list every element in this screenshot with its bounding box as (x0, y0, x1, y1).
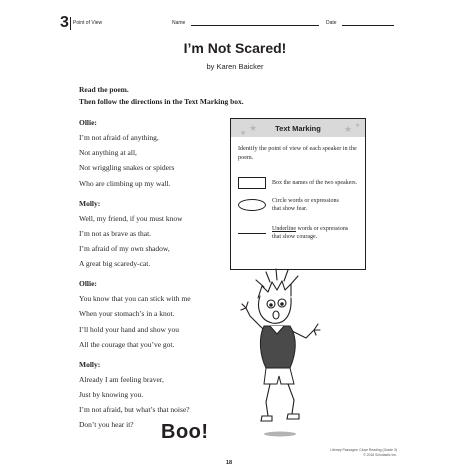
name-field[interactable] (191, 25, 319, 26)
poem-line: Already I am feeling braver, (79, 374, 164, 384)
poem-line: All the courage that you’ve got. (79, 339, 175, 349)
underline-instruction (272, 225, 362, 242)
speaker-name: Molly: (79, 359, 101, 369)
star-icon: ★ (344, 124, 353, 134)
circle-symbol (238, 199, 266, 211)
circle-instruction-line: Circle words or expressions (272, 198, 339, 204)
poem-line: When your stomach’s in a knot. (79, 309, 175, 319)
text-marking-box (230, 118, 366, 270)
lesson-topic: Point of View (73, 20, 103, 26)
author-byline: by Karen Baicker (206, 62, 264, 71)
poem-line: I’m not afraid of anything, (79, 133, 159, 142)
speaker-name: Ollie: (79, 279, 97, 289)
underline-rest: words or expressions (296, 226, 349, 232)
text-marking-title: Text Marking (275, 124, 321, 133)
header-divider (70, 17, 71, 30)
box-instruction: Box the names of the two speakers. (272, 180, 358, 186)
poem-line: I’m not as brave as that. (79, 228, 152, 238)
page-title: I’m Not Scared! (183, 40, 287, 56)
poem-line: Just by knowing you. (79, 389, 144, 399)
circle-instruction (272, 197, 362, 214)
text-marking-intro: Identify the point of view of each speaker in the poem. (238, 145, 357, 161)
credit-line (315, 448, 397, 458)
lesson-number: 3 (60, 14, 69, 31)
page-number: 18 (226, 460, 233, 466)
poem-line: Don’t you hear it? (79, 420, 134, 430)
poem-line: A great big scaredy-cat. (79, 259, 151, 269)
date-field[interactable] (342, 25, 394, 26)
name-label: Name (172, 20, 186, 26)
speaker-name: Ollie: (79, 118, 97, 127)
star-icon: ★ (240, 129, 247, 137)
stanza (79, 199, 239, 269)
poem-line: I’m afraid of my own shadow, (79, 243, 170, 253)
underline-symbol (238, 233, 266, 234)
credit-line-title: Literary Passages: Close Reading (Grade 3) (330, 448, 397, 452)
star-icon: ★ (249, 123, 258, 133)
poem-line: I’ll hold your hand and show you (79, 324, 179, 334)
speaker-name: Molly: (79, 198, 101, 208)
star-icon: ★ (355, 123, 361, 129)
box-symbol (238, 177, 266, 189)
stanza (79, 360, 239, 430)
credit-line-copyright: © 2016 Scholastic Inc. (363, 453, 397, 457)
poem (79, 118, 239, 440)
stanza (79, 118, 239, 188)
date-label: Date (326, 20, 337, 26)
directions-line: Read the poem. (79, 85, 129, 94)
directions (79, 84, 244, 108)
poem-line: You know that you can stick with me (79, 294, 191, 304)
directions-line: Then follow the directions in the Text Marking box. (79, 97, 244, 106)
poem-line: Who are climbing up my wall. (79, 178, 171, 188)
poem-line: Well, my friend, if you must know (79, 213, 183, 223)
circle-instruction-line: that show fear. (272, 206, 308, 213)
boy-illustration (228, 268, 348, 438)
poem-line: I’m not afraid, but what’s that noise? (79, 405, 190, 415)
underline-instruction-line (272, 225, 362, 233)
boo-exclamation: Boo! (161, 421, 209, 443)
underline-instruction-line: that show courage. (272, 234, 318, 241)
stanza (79, 279, 239, 349)
poem-line: Not wriggling snakes or spiders (79, 163, 175, 173)
underline-word: Underline (272, 226, 296, 232)
poem-line: Not anything at all, (79, 148, 137, 158)
